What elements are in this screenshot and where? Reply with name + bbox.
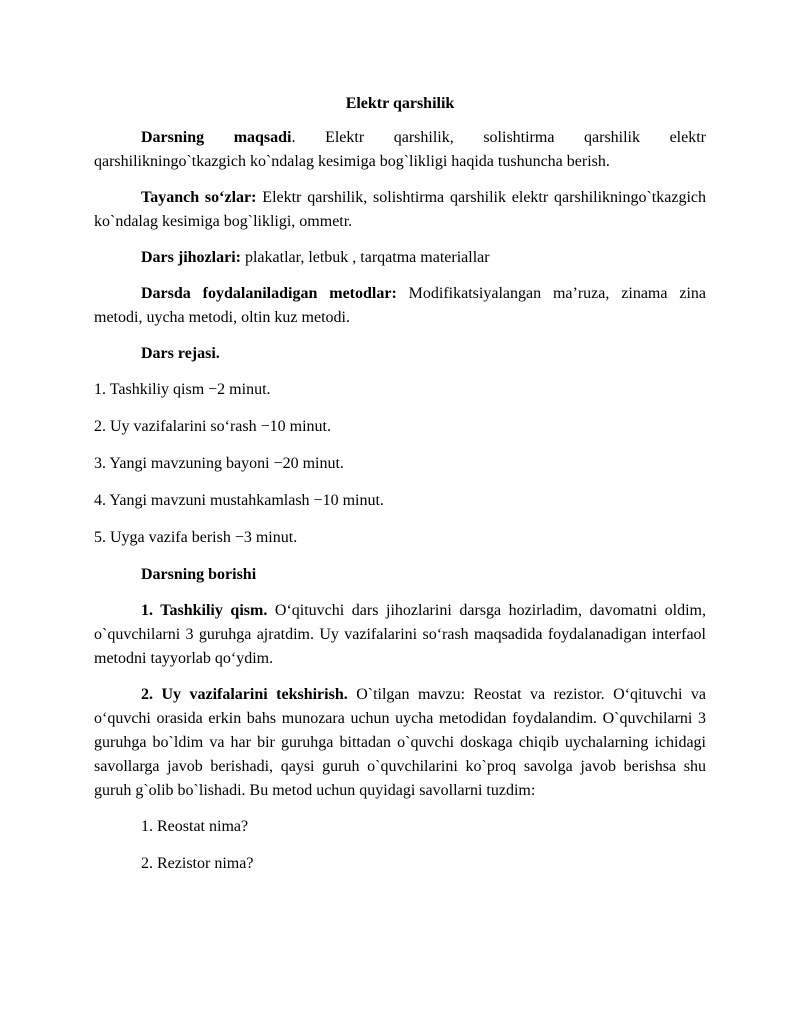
equipment-paragraph [94, 246, 706, 270]
methods-paragraph [94, 282, 706, 330]
plan-heading-text: Dars rejasi. [141, 345, 220, 362]
keywords-text: Elektr qarshilik, solishtirma qarshilik elektr qarshilikningo`tkazgich ko`ndalag kesimiga bog`likligi, ommetr. [94, 189, 706, 230]
keywords-label: Tayanch so‘zlar: [141, 189, 257, 206]
progress-heading [94, 563, 706, 587]
section2-label: 2. Uy vazifalarini tekshirish. [141, 686, 348, 703]
page-title: Elektr qarshilik [345, 95, 455, 112]
section1-paragraph [94, 599, 706, 671]
question-item: 2. Rezistor nima? [141, 855, 254, 872]
methods-label: Darsda foydalaniladigan metodlar: [141, 285, 397, 302]
plan-item: 5. Uyga vazifa berish −3 minut. [94, 529, 298, 546]
plan-heading [94, 342, 706, 366]
lesson-goal-label: Darsning maqsadi [141, 129, 292, 146]
plan-item: 4. Yangi mavzuni mustahkamlash −10 minut. [94, 492, 384, 509]
plan-item: 2. Uy vazifalarini so‘rash −10 minut. [94, 418, 331, 435]
question-item: 1. Reostat nima? [141, 818, 249, 835]
section1-label: 1. Tashkiliy qism. [141, 602, 268, 619]
lesson-goal-text: . Elektr qarshilik, solishtirma qarshilik elektr qarshilikningo`tkazgich ko`ndalag kesimiga bog`likligi haqida tushuncha berish. [94, 129, 706, 170]
section1-text: O‘qituvchi dars jihozlarini darsga hozirladim, davomatni oldim, o`quvchilarni 3 guruhga ajratdim. Uy vazifalarini so‘rash maqsadida foydalanadigan interfaol metodni tayyorlab qo‘ydim. [94, 602, 707, 667]
lesson-goal-paragraph [94, 126, 706, 174]
equipment-label: Dars jihozlari: [141, 249, 241, 266]
plan-item: 1. Tashkiliy qism −2 minut. [94, 381, 271, 398]
methods-text: Modifikatsiyalangan ma’ruza, zinama zina metodi, uycha metodi, oltin kuz metodi. [94, 285, 707, 326]
section2-paragraph [94, 683, 706, 803]
plan-item: 3. Yangi mavzuning bayoni −20 minut. [94, 455, 344, 472]
equipment-text: plakatlar, letbuk , tarqatma materiallar [240, 249, 490, 266]
keywords-paragraph [94, 186, 706, 234]
progress-heading-text: Darsning borishi [141, 566, 257, 583]
document-body [94, 92, 706, 889]
section2-text: O`tilgan mavzu: Reostat va rezistor. O‘qituvchi va o‘quvchi orasida erkin bahs munozara uchun uycha metodidan foydalandim. O`quvchilarni 3 guruhga bo`ldim va har bir guruhga bittadan o`quvchi doskaga chiqib uychalarning ichidagi savollarga javob berishadi, qaysi guruh o`quvchilarini ko`proq savolga javob berishsa shu guruh g`olib bo`lishadi. Bu metod uchun quyidagi savollarni tuzdim: [94, 686, 706, 799]
